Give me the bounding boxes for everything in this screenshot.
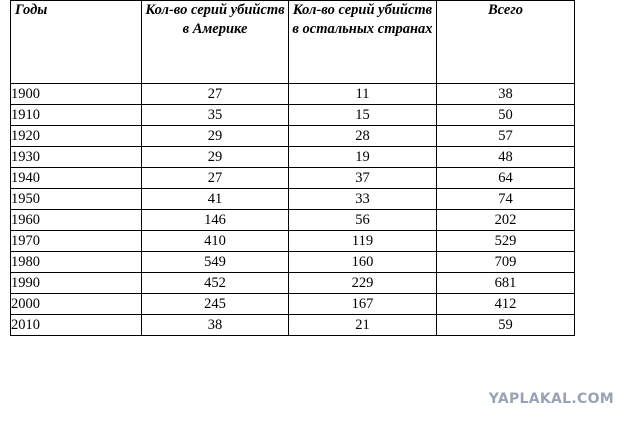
america-cell: 35 <box>142 105 289 126</box>
america-cell: 27 <box>142 84 289 105</box>
table-body <box>11 84 575 336</box>
total-cell: 59 <box>437 315 575 336</box>
total-cell: 38 <box>437 84 575 105</box>
total-cell: 64 <box>437 168 575 189</box>
total-cell: 412 <box>437 294 575 315</box>
year-cell: 1920 <box>11 126 142 147</box>
other-countries-cell: 21 <box>289 315 437 336</box>
year-cell: 1940 <box>11 168 142 189</box>
year-cell: 1990 <box>11 273 142 294</box>
table-row <box>11 210 575 231</box>
table-row <box>11 147 575 168</box>
total-cell: 48 <box>437 147 575 168</box>
america-cell: 245 <box>142 294 289 315</box>
america-cell: 27 <box>142 168 289 189</box>
other-countries-cell: 56 <box>289 210 437 231</box>
table-row <box>11 273 575 294</box>
other-countries-cell: 160 <box>289 252 437 273</box>
table-row <box>11 252 575 273</box>
table-row <box>11 105 575 126</box>
america-cell: 41 <box>142 189 289 210</box>
other-countries-cell: 33 <box>289 189 437 210</box>
total-cell: 709 <box>437 252 575 273</box>
table-row <box>11 315 575 336</box>
table-row <box>11 126 575 147</box>
america-cell: 29 <box>142 126 289 147</box>
header-row <box>11 1 575 84</box>
total-cell: 74 <box>437 189 575 210</box>
table-row <box>11 189 575 210</box>
year-cell: 1930 <box>11 147 142 168</box>
year-cell: 1950 <box>11 189 142 210</box>
year-cell: 2010 <box>11 315 142 336</box>
header-america: Кол-во серий убийств в Америке <box>142 1 289 84</box>
year-cell: 1980 <box>11 252 142 273</box>
year-cell: 1960 <box>11 210 142 231</box>
year-cell: 2000 <box>11 294 142 315</box>
america-cell: 410 <box>142 231 289 252</box>
year-cell: 1910 <box>11 105 142 126</box>
america-cell: 38 <box>142 315 289 336</box>
serial-murders-table <box>10 0 575 336</box>
other-countries-cell: 15 <box>289 105 437 126</box>
america-cell: 549 <box>142 252 289 273</box>
other-countries-cell: 19 <box>289 147 437 168</box>
america-cell: 452 <box>142 273 289 294</box>
table-row <box>11 231 575 252</box>
total-cell: 681 <box>437 273 575 294</box>
total-cell: 202 <box>437 210 575 231</box>
header-other-countries: Кол-во серий убийств в остальных странах <box>289 1 437 84</box>
table-row <box>11 168 575 189</box>
other-countries-cell: 37 <box>289 168 437 189</box>
header-years: Годы <box>11 1 142 84</box>
america-cell: 146 <box>142 210 289 231</box>
total-cell: 529 <box>437 231 575 252</box>
other-countries-cell: 119 <box>289 231 437 252</box>
total-cell: 50 <box>437 105 575 126</box>
america-cell: 29 <box>142 147 289 168</box>
table-row <box>11 84 575 105</box>
watermark: YAPLAKAL.COM <box>488 391 614 407</box>
other-countries-cell: 11 <box>289 84 437 105</box>
other-countries-cell: 229 <box>289 273 437 294</box>
other-countries-cell: 167 <box>289 294 437 315</box>
year-cell: 1970 <box>11 231 142 252</box>
table-row <box>11 294 575 315</box>
header-total: Всего <box>437 1 575 84</box>
other-countries-cell: 28 <box>289 126 437 147</box>
year-cell: 1900 <box>11 84 142 105</box>
total-cell: 57 <box>437 126 575 147</box>
